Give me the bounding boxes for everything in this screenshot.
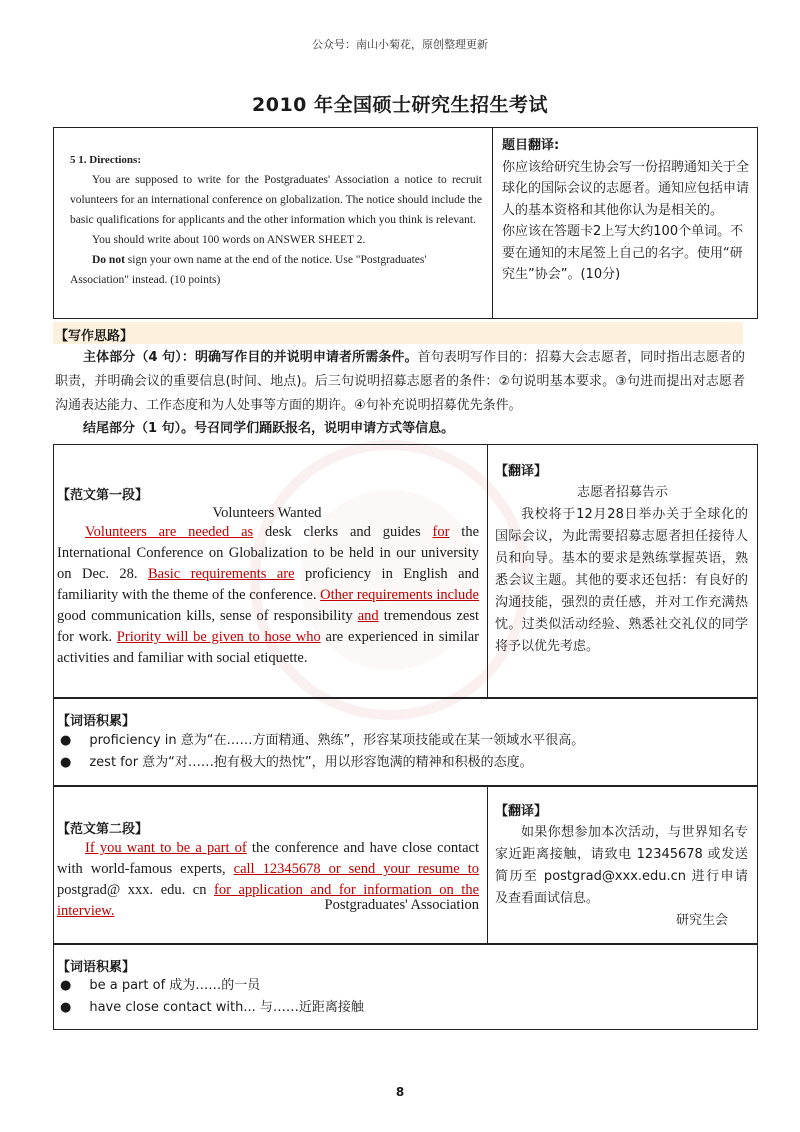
- translation-text2: 你应该在答题卡2上写大约100个单词。不要在通知的末尾签上自己的名字。使用“研究生”协会”。(10分): [502, 224, 744, 282]
- phrase-and: and: [357, 608, 379, 624]
- question-divider: [492, 127, 493, 319]
- phrase-for: for: [432, 524, 450, 540]
- sample1-text: proficiency in English and familiarity with the theme of the conference.: [57, 566, 480, 603]
- vocab2-item2-en: have close contact with...: [89, 1000, 256, 1015]
- sample2-translation-text: 如果你想参加本次活动，与世界知名专家近距离接触，请致电 12345678 或发送简历至 postgrad@xxx.edu.cn 进行申请及查看面试信息。: [495, 825, 748, 906]
- translation-text1: 你应该给研究生协会写一份招聘通知关于全球化的国际会议的志愿者。通知应包括申请人的基本资格和其他你认为是相关的。: [502, 159, 750, 218]
- sample1-text: tremendous zest for work.: [57, 608, 479, 645]
- approach-ending: 结尾部分（1 句）。号召同学们踊跃报名，说明申请方式等信息。: [83, 421, 455, 436]
- page-title: 2010 年全国硕士研究生招生考试: [252, 94, 548, 116]
- sample1-text: the International Conference on Globalization to be held in our university on Dec. 28.: [57, 524, 479, 582]
- sample1-heading: Volunteers Wanted: [212, 505, 322, 521]
- vocab1-label: 【词语积累】: [57, 714, 136, 729]
- header-note: 公众号：南山小菊花，原创整理更新: [312, 38, 488, 51]
- bullet-icon: ●: [60, 755, 72, 770]
- phrase-volunteers-needed: Volunteers are needed as: [85, 524, 254, 540]
- approach-text: [55, 346, 745, 418]
- phrase-priority: Priority will be given to hose who: [116, 629, 321, 645]
- vocab2-item1: [60, 975, 750, 997]
- vocab2-item2-cn: 与……近距离接触: [255, 1000, 364, 1015]
- phrase-for-application: for application and for information on the interview.: [57, 882, 479, 919]
- directions-para3: [70, 250, 482, 290]
- approach-main-bold: 主体部分（4 句）：明确写作目的并说明申请者所需条件。: [83, 350, 418, 365]
- sample1-translation-title: 志愿者招募告示: [576, 485, 668, 500]
- vocab1-item1-cn: 意为“在……方面精通、熟练”，形容某项技能或在某一领域水平很高。: [176, 733, 585, 748]
- approach-main-text: 首句表明写作目的：招募大会志愿者，同时指出志愿者的职责，并明确会议的重要信息(时间、地点)。后三句说明招募志愿者的条件：②句说明基本要求。③句进而提出对志愿者沟通表达能力、工作态度和为人处事等方面的期许。④句补充说明招募优先条件。: [55, 350, 745, 413]
- directions-para3-rest: sign your own name at the end of the notice. Use "Postgraduates' Association" instead. (10 points): [70, 254, 427, 286]
- directions-para2: You should write about 100 words on ANSWER SHEET 2.: [92, 234, 366, 246]
- directions-block: [70, 150, 482, 290]
- approach-label-bar: [53, 322, 743, 344]
- sample2-text: postgrad@ xxx. edu. cn: [57, 882, 215, 898]
- directions-heading: 5 1. Directions:: [70, 154, 141, 166]
- phrase-other-requirements: Other requirements include: [320, 587, 479, 603]
- sample2-translation-signature: 研究生会: [675, 913, 728, 928]
- sample2-text: the conference and have close contact with world-famous experts,: [57, 840, 480, 877]
- sample2-translation-label: 【翻译】: [495, 804, 548, 819]
- vocab1-item2-cn: 意为“对……抱有极大的热忱”，用以形容饱满的精神和积极的态度。: [138, 755, 533, 770]
- sample1-text: are experienced in similar activities and familiar with social etiquette.: [57, 629, 479, 666]
- sample1-translation-label: 【翻译】: [495, 464, 548, 479]
- vocab1-item1-en: proficiency in: [89, 733, 177, 748]
- bullet-icon: ●: [60, 978, 72, 993]
- vocab2-item1-en: be a part of: [89, 978, 166, 993]
- sample1-divider: [487, 444, 488, 698]
- phrase-call: call 12345678 or send your resume to: [233, 861, 479, 877]
- vocab2-label: 【词语积累】: [57, 960, 136, 975]
- bullet-icon: ●: [60, 733, 72, 748]
- sample1-label: 【范文第一段】: [57, 488, 149, 503]
- directions-para1: You are supposed to write for the Postgraduates' Association a notice to recruit volunteers for an international conference on globalization. The notice should include the basic qualifications for applicants and the other information which you think is relevant.: [70, 174, 482, 226]
- vocab2-item2: [60, 997, 750, 1019]
- phrase-be-part-of: If you want to be a part of: [85, 840, 247, 856]
- sample1-text: desk clerks and guides: [253, 524, 433, 540]
- approach-label: 【写作思路】: [55, 329, 134, 344]
- sample2-divider: [487, 786, 488, 944]
- vocab1-item1: [60, 730, 750, 752]
- phrase-basic-requirements: Basic requirements are: [148, 566, 295, 582]
- sample1-text: good communication kills, sense of responsibility: [57, 608, 358, 624]
- page-number: 8: [395, 1085, 405, 1099]
- translation-block: [502, 135, 750, 286]
- sample2-label: 【范文第二段】: [57, 822, 149, 837]
- sample1-body: [57, 522, 479, 669]
- bullet-icon: ●: [60, 1000, 72, 1015]
- vocab2-item1-cn: 成为……的一员: [165, 978, 261, 993]
- vocab1-item2-en: zest for: [89, 755, 139, 770]
- directions-para3-bold: Do not: [92, 254, 125, 266]
- vocab1-item2: [60, 752, 750, 774]
- sample2-signature: Postgraduates' Association: [324, 897, 479, 913]
- translation-label: 题目翻译:: [502, 138, 560, 153]
- sample1-translation-text: 我校将于12月28日举办关于全球化的国际会议，为此需要招募志愿者担任接待人员和向导。基本的要求是熟练掌握英语，熟悉会议主题。其他的要求还包括：有良好的沟通技能，强烈的责任感，并对工作充满热忱。过类似活动经验、熟悉社交礼仪的同学将予以优先考虑。: [495, 507, 748, 654]
